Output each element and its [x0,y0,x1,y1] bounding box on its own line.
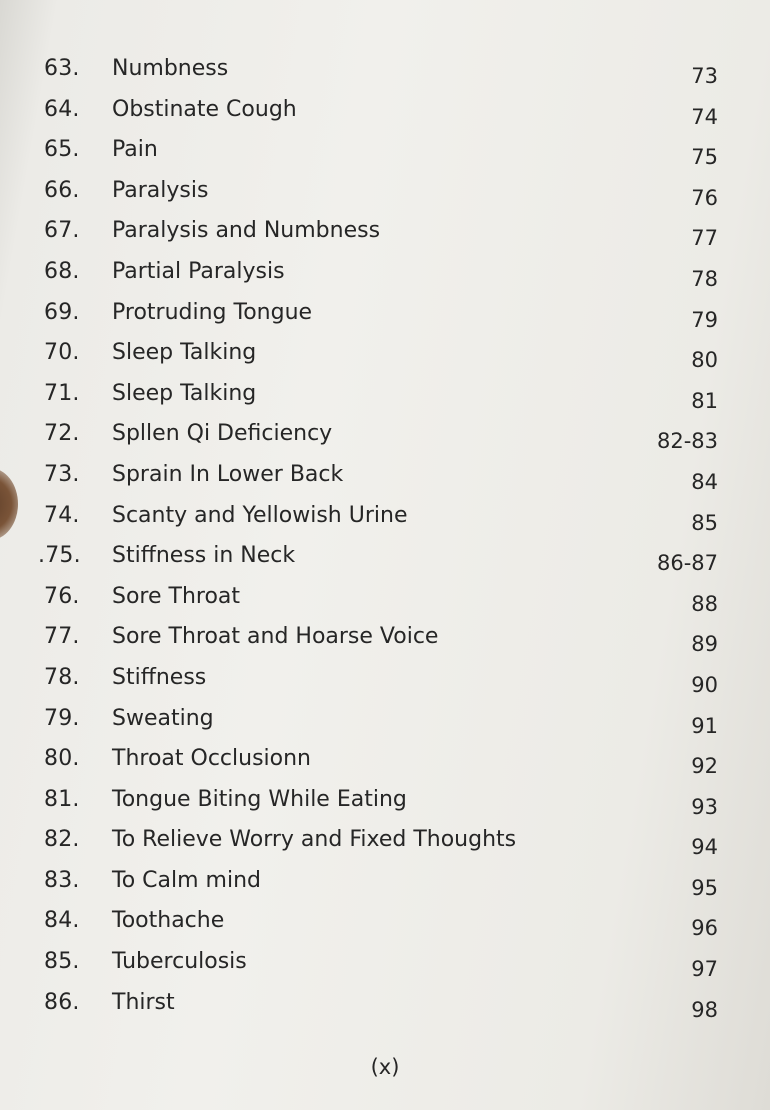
toc-page-number: 96 [691,916,718,941]
toc-number: 67. [44,218,80,244]
toc-number: 80. [44,746,80,772]
toc-page-number: 78 [691,266,718,291]
toc-page-number: 75 [691,145,718,170]
toc-row [0,990,770,1031]
toc-number: 76. [44,583,80,609]
toc-title: Throat Occlusionn [112,746,311,772]
toc-number: 70. [44,340,80,366]
toc-number: 81. [44,786,80,812]
toc-number: 64. [44,96,80,122]
toc-page-number: 73 [691,64,718,88]
toc-row [0,949,770,990]
toc-page-number: 94 [691,835,718,860]
toc-number: 72. [44,421,80,447]
toc-number: 82. [44,827,80,853]
toc-row [0,827,770,868]
toc-page-number: 97 [691,957,718,982]
toc-number: 63. [44,56,80,81]
toc-number: 65. [44,137,80,163]
toc-page-number: 92 [691,754,718,779]
toc-row [0,462,770,503]
toc-title: Toothache [112,908,225,934]
toc-title: Tuberculosis [112,949,247,975]
toc-number: 78. [44,664,80,690]
toc-page-number: 98 [691,997,718,1022]
toc-number: 77. [44,624,80,650]
toc-number: 71. [44,380,80,406]
toc-page-number: 74 [691,104,718,129]
toc-page-number: 90 [691,672,718,697]
toc-page-number: 95 [691,875,718,900]
toc-page-number: 86-87 [656,551,718,576]
table-of-contents [0,56,770,1030]
toc-title: Protruding Tongue [112,299,313,325]
toc-page-number: 84 [691,469,718,494]
toc-page-number: 81 [691,388,718,413]
toc-page-number: 89 [691,632,718,657]
toc-title: Stiffness [112,664,207,690]
toc-row [0,340,770,381]
toc-row [0,137,770,178]
toc-row [0,56,770,97]
toc-row [0,746,770,787]
toc-number: 85. [44,949,80,975]
toc-page-number: 91 [691,713,718,738]
toc-row [0,584,770,625]
toc-title: Sprain In Lower Back [112,461,344,487]
toc-page-number: 85 [691,510,718,535]
toc-title: Thirst [112,989,175,1015]
toc-title: Spllen Qi Deficiency [112,421,333,447]
toc-title: Tongue Biting While Eating [112,786,407,812]
toc-row [0,259,770,300]
toc-row [0,381,770,422]
toc-number: 69. [44,299,80,325]
toc-page-number: 79 [691,307,718,332]
toc-row [0,624,770,665]
toc-title: Paralysis [112,177,209,203]
toc-row [0,706,770,747]
toc-title: Paralysis and Numbness [112,218,381,244]
toc-title: Pain [112,137,158,163]
toc-title: Sweating [112,705,214,731]
toc-row [0,543,770,584]
toc-title: To Relieve Worry and Fixed Thoughts [112,827,517,853]
toc-number: 83. [44,867,80,893]
toc-page-number: 88 [691,591,718,616]
toc-number: 73. [44,461,80,487]
toc-title: Sleep Talking [112,380,257,406]
toc-number: .75. [38,543,81,569]
toc-row [0,908,770,949]
toc-number: 86. [44,989,80,1015]
page-number-footer: (x) [370,1055,400,1079]
toc-row [0,787,770,828]
toc-row [0,218,770,259]
toc-title: Numbness [112,56,229,81]
toc-title: To Calm mind [112,867,261,893]
toc-title: Stiffness in Neck [112,543,296,569]
toc-title: Sore Throat and Hoarse Voice [112,624,439,650]
toc-number: 84. [44,908,80,934]
toc-title: Scanty and Yellowish Urine [112,502,408,528]
toc-row [0,97,770,138]
toc-number: 68. [44,258,80,284]
toc-page-number: 93 [691,794,718,819]
toc-number: 66. [44,177,80,203]
toc-row [0,300,770,341]
toc-page-number: 76 [691,185,718,210]
toc-row [0,503,770,544]
toc-title: Sleep Talking [112,340,257,366]
toc-page-number: 77 [691,226,718,251]
toc-title: Sore Throat [112,583,241,609]
toc-number: 74. [44,502,80,528]
toc-row [0,665,770,706]
toc-page-number: 80 [691,348,718,373]
toc-row [0,421,770,462]
toc-row [0,178,770,219]
toc-title: Obstinate Cough [112,96,297,122]
toc-page-number: 82-83 [656,429,718,454]
toc-number: 79. [44,705,80,731]
toc-row [0,868,770,909]
toc-title: Partial Paralysis [112,258,285,284]
